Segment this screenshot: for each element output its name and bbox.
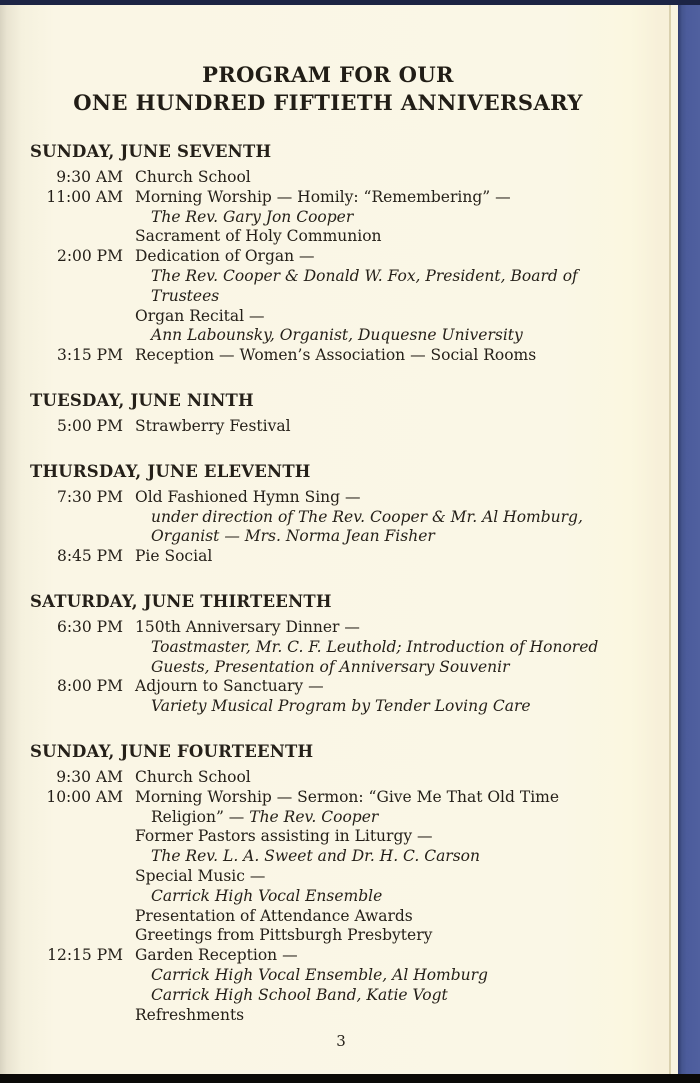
- event-line: Presentation of Attendance Awards: [135, 906, 413, 925]
- event-line: The Rev. L. A. Sweet and Dr. H. C. Carson: [151, 847, 480, 866]
- event-time: 6:30 PM: [56, 617, 123, 636]
- event-line: Old Fashioned Hymn Sing —: [135, 487, 361, 506]
- event-row: [30, 488, 652, 547]
- event-line: Adjourn to Sanctuary —: [135, 677, 324, 696]
- event-line: The Rev. Gary Jon Cooper: [151, 207, 354, 226]
- event-description: [135, 946, 488, 1025]
- program-section: [30, 141, 652, 366]
- event-line: Reception — Women’s Association — Social Rooms: [135, 346, 537, 365]
- section-heading: SUNDAY, JUNE SEVENTH: [30, 142, 272, 161]
- event-line: Church School: [135, 767, 251, 786]
- event-description: [135, 346, 536, 366]
- section-heading: TUESDAY, JUNE NINTH: [30, 390, 254, 410]
- event-row: [30, 946, 652, 1025]
- event-description: [135, 417, 291, 437]
- event-time: 8:45 PM: [56, 547, 123, 566]
- event-time: 2:00 PM: [56, 247, 123, 266]
- event-description: [135, 768, 251, 788]
- event-description: [135, 188, 511, 247]
- event-row: [30, 417, 652, 437]
- event-line: Carrick High Vocal Ensemble: [151, 886, 383, 905]
- event-line: Organ Recital —: [135, 306, 265, 325]
- event-time: 9:30 AM: [56, 168, 123, 186]
- event-description: [135, 788, 559, 946]
- title-line-1: PROGRAM FOR OUR: [202, 62, 454, 87]
- event-line: Carrick High School Band, Katie Vogt: [151, 985, 448, 1004]
- event-line: Sacrament of Holy Communion: [135, 227, 382, 246]
- event-line: Garden Reception —: [135, 946, 298, 965]
- event-description: [135, 168, 251, 188]
- event-description: [135, 677, 531, 717]
- event-description: [135, 547, 212, 567]
- event-line: Guests, Presentation of Anniversary Souvenir: [151, 657, 510, 676]
- event-row: [30, 168, 652, 188]
- event-line: Morning Worship — Homily: “Remembering” —: [135, 187, 511, 206]
- event-line: under direction of The Rev. Cooper & Mr. Al Homburg,: [151, 507, 583, 526]
- page-title: [0, 61, 656, 117]
- event-row: [30, 768, 652, 788]
- scan-bottom-edge: [0, 1074, 700, 1083]
- event-description: [135, 247, 578, 346]
- page-number: 3: [336, 1032, 346, 1051]
- event-row: [30, 346, 652, 366]
- page-right-edge: [669, 5, 678, 1083]
- event-time: 8:00 PM: [56, 677, 123, 696]
- event-time: 9:30 AM: [56, 767, 123, 786]
- section-heading: SATURDAY, JUNE THIRTEENTH: [30, 591, 332, 611]
- event-row: [30, 788, 652, 946]
- event-line: Pie Social: [135, 547, 213, 566]
- event-line: Dedication of Organ —: [135, 247, 315, 266]
- event-line: Greetings from Pittsburgh Presbytery: [135, 926, 433, 945]
- program-section: [30, 390, 652, 437]
- event-line: The Rev. Cooper & Donald W. Fox, President, Board of: [151, 266, 578, 285]
- event-row: [30, 677, 652, 717]
- event-description: [135, 488, 583, 547]
- event-line: Morning Worship — Sermon: “Give Me That Old Time: [135, 787, 560, 806]
- section-heading: SUNDAY, JUNE FOURTEENTH: [30, 741, 314, 761]
- event-line: Variety Musical Program by Tender Loving Care: [151, 697, 531, 716]
- event-row: [30, 188, 652, 247]
- event-time: 5:00 PM: [56, 416, 123, 435]
- event-row: [30, 247, 652, 346]
- event-line: 150th Anniversary Dinner —: [135, 617, 360, 636]
- event-time: 3:15 PM: [56, 346, 123, 365]
- event-row: [30, 618, 652, 677]
- event-time: 11:00 AM: [46, 187, 123, 206]
- event-line: Refreshments: [135, 1005, 245, 1024]
- program-section: [30, 461, 652, 567]
- event-time: 10:00 AM: [46, 787, 123, 806]
- event-line: Special Music —: [135, 866, 266, 885]
- program-section: [30, 591, 652, 717]
- event-line: Strawberry Festival: [135, 416, 291, 435]
- event-line: Ann Labounsky, Organist, Duquesne University: [151, 326, 523, 345]
- event-line: Carrick High Vocal Ensemble, Al Homburg: [151, 965, 488, 984]
- event-time: 7:30 PM: [56, 487, 123, 506]
- section-heading: THURSDAY, JUNE ELEVENTH: [30, 461, 311, 481]
- scan-top-edge: [0, 0, 700, 5]
- event-line: Church School: [135, 168, 251, 186]
- book-cover-strip: [678, 0, 700, 1083]
- event-row: [30, 547, 652, 567]
- event-line: Religion” — The Rev. Cooper: [151, 807, 379, 826]
- event-line: Former Pastors assisting in Liturgy —: [135, 827, 433, 846]
- program-schedule: [30, 141, 652, 1025]
- event-line: Toastmaster, Mr. C. F. Leuthold; Introduction of Honored: [151, 637, 599, 656]
- event-description: [135, 618, 598, 677]
- title-line-2: ONE HUNDRED FIFTIETH ANNIVERSARY: [73, 90, 583, 115]
- event-line: Organist — Mrs. Norma Jean Fisher: [151, 527, 435, 546]
- event-time: 12:15 PM: [47, 946, 123, 965]
- event-line: Trustees: [151, 286, 220, 305]
- program-section: [30, 741, 652, 1025]
